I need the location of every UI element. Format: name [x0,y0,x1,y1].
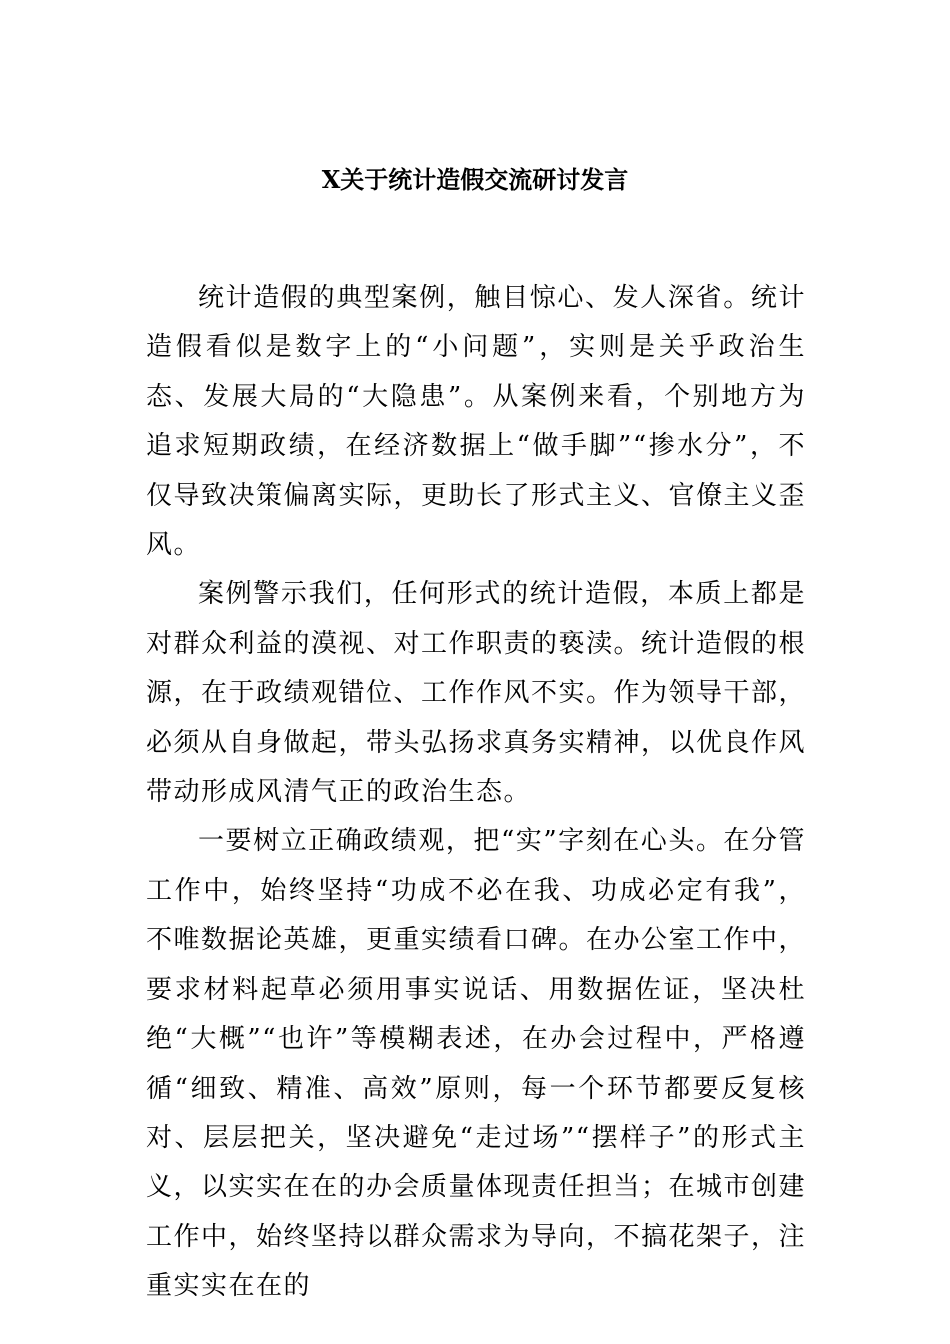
paragraph-1: 统计造假的典型案例，触目惊心、发人深省。统计造假看似是数字上的“小问题”，实则是关乎政治生态、发展大局的“大隐患”。从案例来看，个别地方为追求短期政绩，在经济数据上“做手脚”“掺水分”，不仅导致决策偏离实际，更助长了形式主义、官僚主义歪风。 [146,283,807,561]
document-body [146,274,806,1312]
paragraph-3: 一要树立正确政绩观，把“实”字刻在心头。在分管工作中，始终坚持“功成不必在我、功成必定有我”，不唯数据论英雄，更重实绩看口碑。在办公室工作中，要求材料起草必须用事实说话、用数据佐证，坚决杜绝“大概”“也许”等模糊表述，在办会过程中，严格遵循“细致、精准、高效”原则，每一个环节都要反复核对、层层把关，坚决避免“走过场”“摆样子”的形式主义，以实实在在的办会质量体现责任担当；在城市创建工作中，始终坚持以群众需求为导向，不搞花架子，注重实实在在的 [146,826,807,1302]
paragraph-2: 案例警示我们，任何形式的统计造假，本质上都是对群众利益的漠视、对工作职责的亵渎。统计造假的根源，在于政绩观错位、工作作风不实。作为领导干部，必须从自身做起，带头弘扬求真务实精神，以优良作风带动形成风清气正的政治生态。 [146,579,807,808]
document-title: X关于统计造假交流研讨发言 [321,165,629,194]
